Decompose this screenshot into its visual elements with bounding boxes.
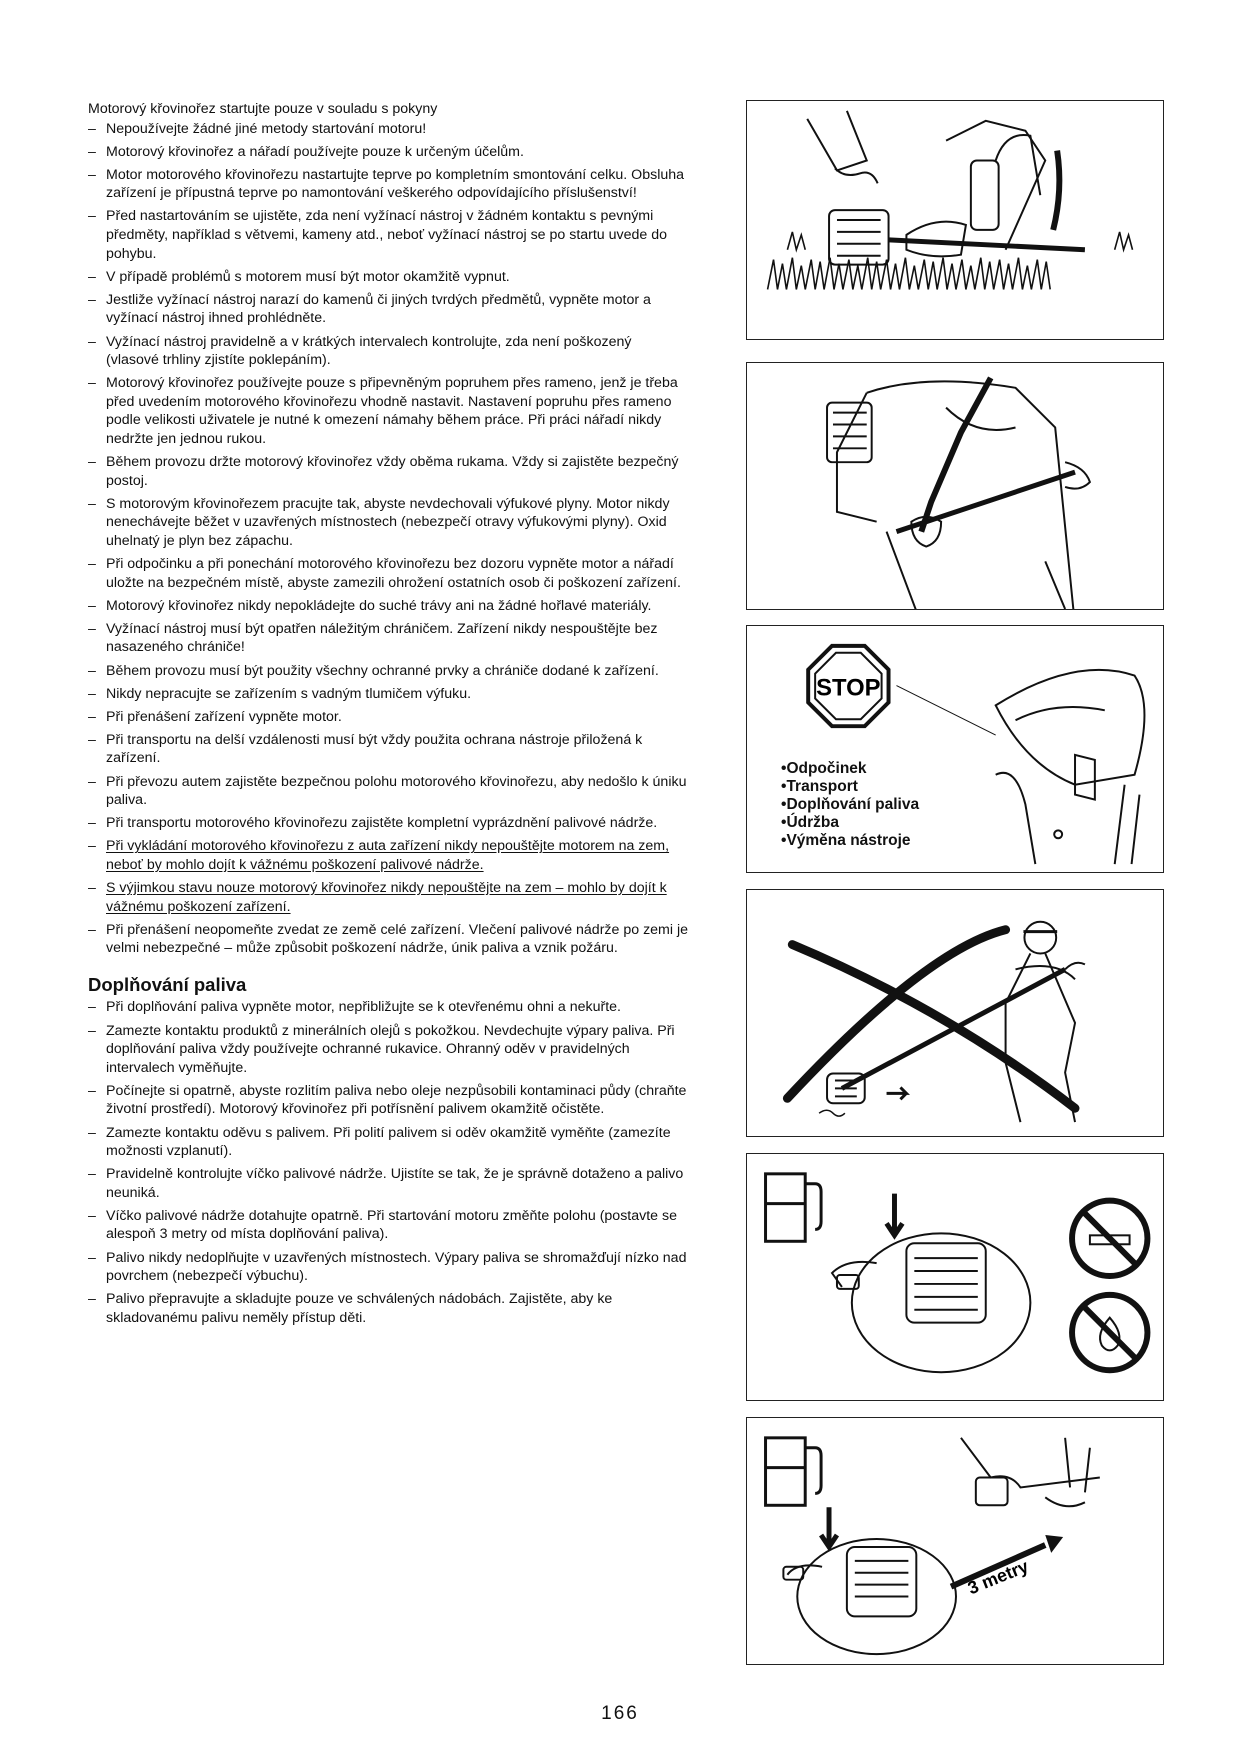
fuel-item: – Palivo přepravujte a skladujte pouze ve schválených nádobách. Zajistěte, aby ke skladovanému palivu neměly přístup děti. (88, 1290, 688, 1327)
safety-list (88, 120, 688, 958)
safety-item: – Jestliže vyžínací nástroj narazí do kamenů či jiných tvrdých předmětů, vypněte motor a vyžínací nástroj ihned prohlédněte. (88, 291, 688, 328)
fuel-item: – Zamezte kontaktu oděvu s palivem. Při polití palivem si oděv okamžitě vyměňte (zamezíte možnosti vzplanutí). (88, 1124, 688, 1161)
stop-list-item: • Transport (781, 778, 919, 796)
fuel-pump-icon (766, 1174, 822, 1241)
figure-no-dragging (746, 889, 1164, 1137)
fuel-item: – Palivo nikdy nedoplňujte v uzavřených místnostech. Výpary paliva se shromažďují nízko nad povrchem (nebezpečí výbuchu). (88, 1249, 688, 1286)
refuelling-illustration (747, 1154, 1163, 1400)
stop-list (781, 760, 919, 850)
figure-starting-trimmer (746, 100, 1164, 340)
figure-shoulder-strap (746, 362, 1164, 610)
distance-arrowhead (1045, 1535, 1063, 1553)
fuel-item: – Počínejte si opatrně, abyste rozlitím paliva nebo oleje nezpůsobili kontaminaci půdy (chraňte životní prostředí). Motorový křovinořez při potřísnění palivem okamžitě očistěte. (88, 1082, 688, 1119)
stop-list-item: • Údržba (781, 814, 919, 832)
safety-item: – S motorovým křovinořezem pracujte tak, abyste nevdechovali výfukové plyny. Motor nikdy nenechávejte běžet v uzavřených místnostech (nebezpečí otravy výfukovými plyny). Oxid uhelnatý je plyn bez zápachu. (88, 495, 688, 551)
text-column (88, 100, 688, 1332)
safety-item: – V případě problémů s motorem musí být motor okamžitě vypnut. (88, 268, 688, 287)
safety-item: – Při vykládání motorového křovinořezu z auta zařízení nikdy nepouštějte motorem na zem, neboť by mohlo dojít k vážnému poškození palivové nádrže. (88, 837, 688, 874)
stop-list-item: • Doplňování paliva (781, 796, 919, 814)
safety-item: – Při převozu autem zajistěte bezpečnou polohu motorového křovinořezu, aby nedošlo k úniku paliva. (88, 773, 688, 810)
down-arrow-icon (821, 1507, 837, 1547)
starting-trimmer-illustration (747, 101, 1163, 339)
safety-item: – Nepoužívejte žádné jiné metody startování motoru! (88, 120, 688, 139)
safety-item: – Motorový křovinořez používejte pouze s připevněným popruhem přes rameno, jenž je třeba před uvedením motorového křovinořezu vhodně nastavit. Nastavení popruhu přes rameno podle velikosti uživatele je nutné k omezení námahy během práce. Při práci nářadí nikdy nedržte jen jednou rukou. (88, 374, 688, 448)
stop-list-item: • Odpočinek (781, 760, 919, 778)
fuel-list (88, 998, 688, 1327)
figure-three-metres (746, 1417, 1164, 1665)
figure-refuelling (746, 1153, 1164, 1401)
fuel-item: – Při doplňování paliva vypněte motor, nepřibližujte se k otevřenému ohni a nekuřte. (88, 998, 688, 1017)
fuel-item: – Víčko palivové nádrže dotahujte opatrně. Při startování motoru změňte polohu (postavte se alespoň 3 metry od místa doplňování paliva). (88, 1207, 688, 1244)
safety-item: – Při odpočinku a při ponechání motorového křovinořezu bez dozoru vypněte motor a nářadí uložte na bezpečném místě, abyste zamezili ohrožení ostatních osob či poškození zařízení. (88, 555, 688, 592)
safety-item: – Vyžínací nástroj pravidelně a v krátkých intervalech kontrolujte, zda není poškozený (vlasové trhliny zjistíte poklepáním). (88, 333, 688, 370)
fuel-item: – Pravidelně kontrolujte víčko palivové nádrže. Ujistíte se tak, že je správně dotaženo a palivo neuniká. (88, 1165, 688, 1202)
safety-item: – Při přenášení zařízení vypněte motor. (88, 708, 688, 727)
three-metres-illustration (747, 1418, 1163, 1664)
safety-item: – Během provozu musí být použity všechny ochranné prvky a chrániče dodané k zařízení. (88, 662, 688, 681)
down-arrow-icon (887, 1194, 903, 1236)
stop-list-item: • Výměna nástroje (781, 832, 919, 850)
stop-label: STOP (816, 674, 881, 702)
fuel-pump-icon (766, 1438, 822, 1505)
safety-item: – Při transportu na delší vzdálenosti musí být vždy použita ochrana nástroje přiložená k zařízení. (88, 731, 688, 768)
safety-item: – S výjimkou stavu nouze motorový křovinořez nikdy nepouštějte na zem – mohlo by dojít k vážnému poškození zařízení. (88, 879, 688, 916)
fuel-heading: Doplňování paliva (88, 973, 247, 995)
safety-item: – Při transportu motorového křovinořezu zajistěte kompletní vyprázdnění palivové nádrže. (88, 814, 688, 833)
safety-item: – Vyžínací nástroj musí být opatřen náležitým chráničem. Zařízení nikdy nespouštějte bez nasazeného chrániče! (88, 620, 688, 657)
fuel-item: – Zamezte kontaktu produktů z minerálních olejů s pokožkou. Nevdechujte výpary paliva. Při doplňování paliva vždy používejte ochranné rukavice. Ohranný oděv v pravidelných intervalech vyměňujte. (88, 1022, 688, 1078)
no-dragging-illustration (747, 890, 1163, 1136)
safety-item: – Během provozu držte motorový křovinořez vždy oběma rukama. Vždy si zajistěte bezpečný postoj. (88, 453, 688, 490)
figure-stop (746, 625, 1164, 873)
shoulder-strap-illustration (747, 363, 1163, 609)
safety-item: – Před nastartováním se ujistěte, zda není vyžínací nástroj v žádném kontaktu s pevnými předměty, například s větvemi, kameny atd., neboť vyžínací nástroj se po startu uvede do pohybu. (88, 207, 688, 263)
safety-item: – Motor motorového křovinořezu nastartujte teprve po kompletním smontování celku. Obsluha zařízení je přípustná teprve po namontování veškerého odpovídajícího příslušenství! (88, 166, 688, 203)
intro-line: Motorový křovinořez startujte pouze v souladu s pokyny (88, 101, 438, 117)
safety-item: – Nikdy nepracujte se zařízením s vadným tlumičem výfuku. (88, 685, 688, 704)
distance-label: 3 metry (964, 1555, 1032, 1599)
safety-item: – Při přenášení neopomeňte zvedat ze země celé zařízení. Vlečení palivové nádrže po zemi je velmi nebezpečné – může způsobit poškození nádrže, únik paliva a vznik požáru. (88, 921, 688, 958)
safety-item: – Motorový křovinořez a nářadí používejte pouze k určeným účelům. (88, 143, 688, 162)
no-smoking-icon (1072, 1201, 1147, 1276)
page-number: 166 (601, 1703, 639, 1724)
safety-item: – Motorový křovinořez nikdy nepokládejte do suché trávy ani na žádné hořlavé materiály. (88, 597, 688, 616)
no-fire-icon (1072, 1295, 1147, 1370)
